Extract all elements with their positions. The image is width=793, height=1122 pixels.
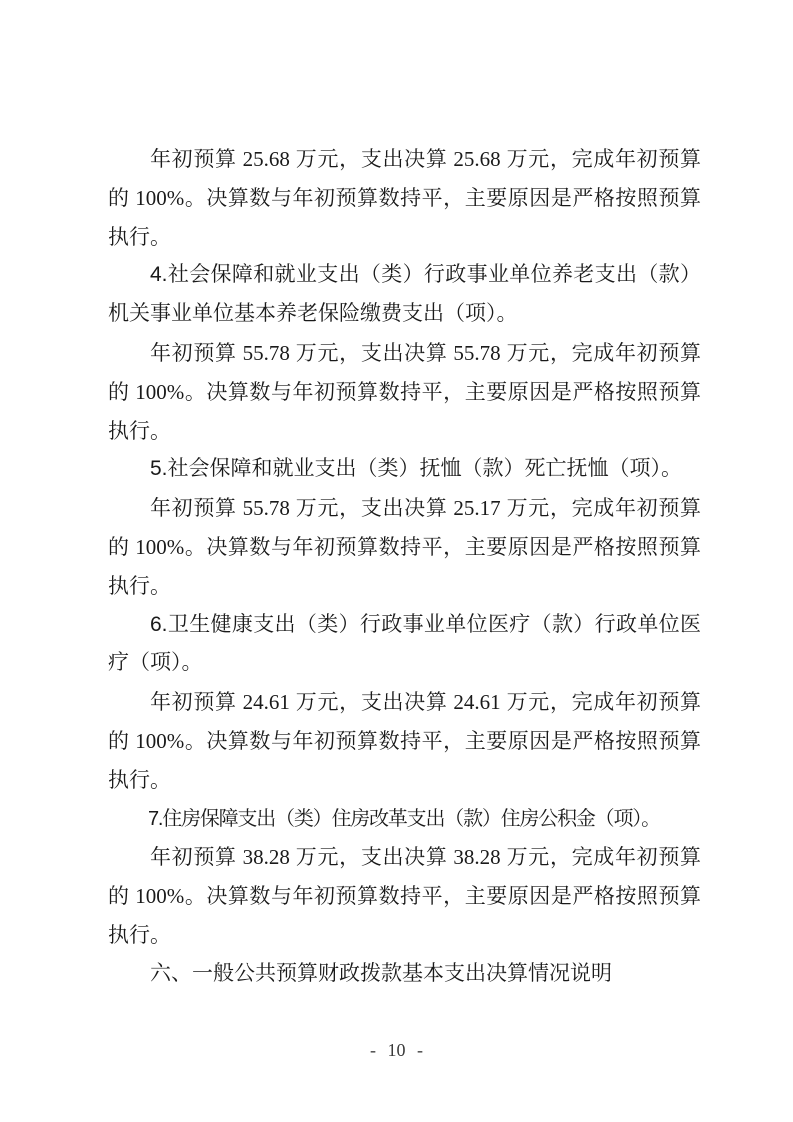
heading-item-6: 6.卫生健康支出（类）行政事业单位医疗（款）行政单位医疗（项）。 [108, 612, 701, 675]
paragraph-budget-detail-6: 年初预算 24.61 万元，支出决算 24.61 万元，完成年初预算的 100%。决算数与年初预算数持平，主要原因是严格按照预算执行。 [108, 690, 701, 792]
paragraph-budget-detail-4: 年初预算 55.78 万元，支出决算 55.78 万元，完成年初预算的 100%。决算数与年初预算数持平，主要原因是严格按照预算执行。 [108, 340, 701, 443]
heading-item-7: 7.住房保障支出（类）住房改革支出（款）住房公积金（项）。 [148, 807, 660, 830]
document-body [108, 140, 701, 994]
section-heading-six: 六、一般公共预算财政拨款基本支出决算情况说明 [150, 961, 612, 985]
page-footer [0, 1036, 793, 1064]
paragraph-budget-detail-7: 年初预算 38.28 万元，支出决算 38.28 万元，完成年初预算的 100%。决算数与年初预算数持平，主要原因是严格按照预算执行。 [108, 845, 701, 947]
page-number: - 10 - [370, 1040, 423, 1060]
paragraph-budget-detail-3: 年初预算 25.68 万元，支出决算 25.68 万元，完成年初预算的 100%。决算数与年初预算数持平，主要原因是严格按照预算执行。 [108, 147, 701, 249]
paragraph-budget-detail-5: 年初预算 55.78 万元，支出决算 25.17 万元，完成年初预算的 100%。决算数与年初预算数持平，主要原因是严格按照预算执行。 [108, 496, 701, 598]
heading-item-4: 4.社会保障和就业支出（类）行政事业单位养老支出（款）机关事业单位基本养老保险缴费支出（项）。 [108, 263, 701, 326]
heading-item-5: 5.社会保障和就业支出（类）抚恤（款）死亡抚恤（项）。 [150, 457, 683, 481]
